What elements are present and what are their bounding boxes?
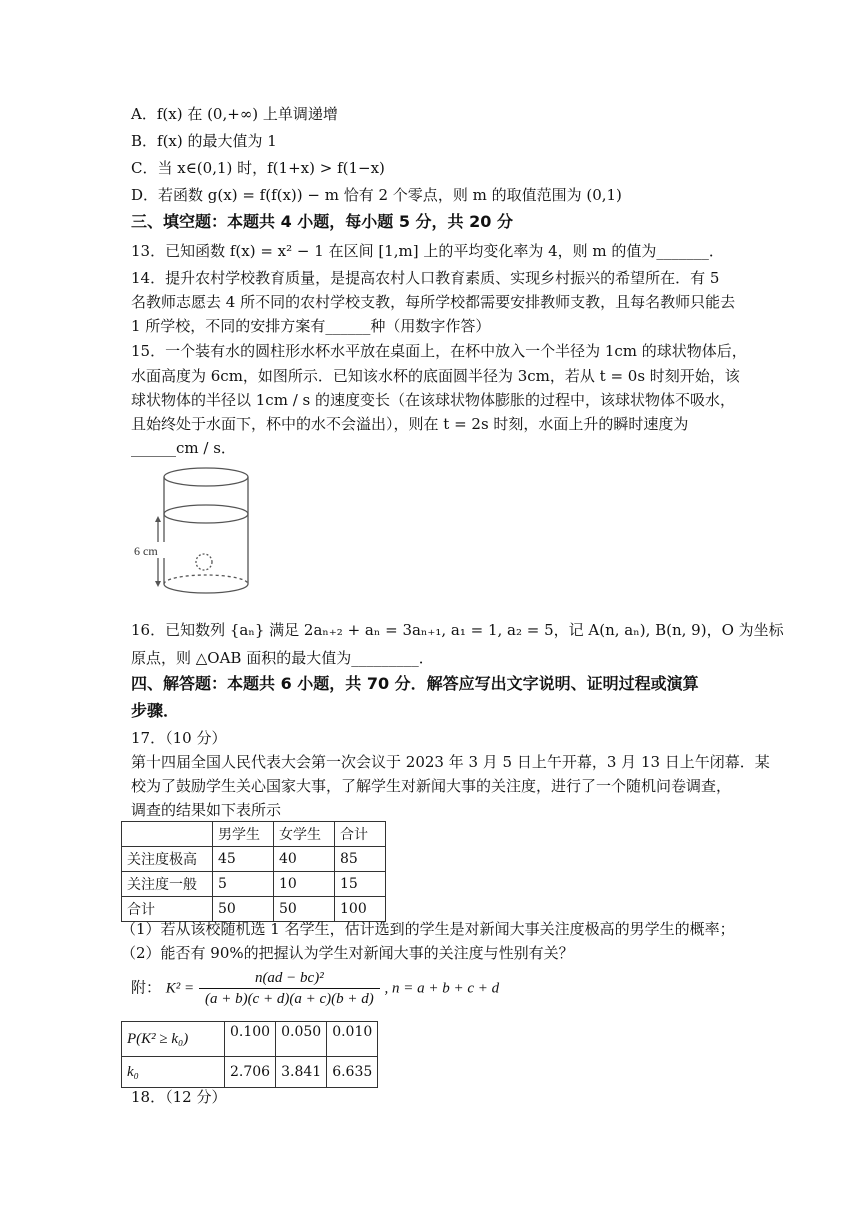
question-14-line-3: 1 所学校，不同的安排方案有______种（用数字作答）	[131, 317, 491, 335]
water-surface	[164, 505, 248, 523]
k-table-label: P(K² ≥ k₀)	[122, 1022, 225, 1057]
dimension-arrow-top	[155, 516, 161, 522]
survey-cell: 5	[213, 872, 274, 897]
section-3-heading: 三、填空题：本题共 4 小题，每小题 5 分，共 20 分	[131, 212, 513, 231]
survey-cell: 45	[213, 847, 274, 872]
formula-denominator: (a + b)(c + d)(a + c)(b + d)	[204, 991, 374, 1007]
table-row	[122, 1057, 378, 1088]
survey-cell: 50	[213, 897, 274, 922]
question-17-line-1: 第十四届全国人民代表大会第一次会议于 2023 年 3 月 5 日上午开幕，3 月 13 日上午闭幕．某	[131, 753, 770, 771]
k-table-cell: 2.706	[225, 1057, 276, 1088]
k-table-cell: 0.050	[276, 1022, 327, 1057]
survey-table	[121, 821, 386, 922]
question-15-line-2: 水面高度为 6cm，如图所示．已知该水杯的底面圆半径为 3cm，若从 t = 0s 时刻开始，该	[131, 367, 740, 385]
survey-cell: 10	[274, 872, 335, 897]
formula-numerator: n(ad − bc)²	[199, 968, 380, 989]
dimension-label: 6 cm	[134, 544, 158, 558]
survey-cell: 50	[274, 897, 335, 922]
table-row	[122, 872, 386, 897]
question-15-line-4: 且始终处于水面下，杯中的水不会溢出），则在 t = 2s 时刻，水面上升的瞬时速度为	[131, 415, 689, 433]
k-table-cell: 0.100	[225, 1022, 276, 1057]
section-4-heading-line-1: 四、解答题：本题共 6 小题，共 70 分．解答应写出文字说明、证明过程或演算	[131, 674, 699, 693]
section-4-heading-line-2: 步骤．	[131, 701, 180, 720]
question-17-line-2: 校为了鼓励学生关心国家大事，了解学生对新闻大事的关注度，进行了一个随机问卷调查，	[131, 777, 732, 795]
question-14-line-1: 14．提升农村学校教育质量，是提高农村人口教育素质、实现乡村振兴的希望所在．有 5	[131, 269, 720, 287]
option-a: A．f(x) 在 (0,+∞) 上单调递增	[131, 105, 338, 123]
formula-fraction	[199, 968, 380, 1009]
cylinder-bottom-back	[164, 575, 248, 584]
dimension-arrow-bottom	[155, 581, 161, 587]
question-16-line-1: 16．已知数列 {aₙ} 满足 2aₙ₊₂ + aₙ = 3aₙ₊₁, a₁ = 1, a₂ = 5，记 A(n, aₙ), B(n, 9)，O 为坐标	[131, 621, 784, 639]
survey-header-cell	[122, 822, 213, 847]
critical-value-table	[121, 1021, 378, 1088]
cylinder-top-rim	[164, 468, 248, 486]
k-table-cell: 3.841	[276, 1057, 327, 1088]
option-c: C．当 x∈(0,1) 时，f(1+x) > f(1−x)	[131, 159, 385, 177]
survey-cell: 关注度一般	[122, 872, 213, 897]
survey-cell: 40	[274, 847, 335, 872]
cylinder-bottom-front	[164, 584, 248, 593]
table-row	[122, 1022, 378, 1057]
survey-header-cell: 女学生	[274, 822, 335, 847]
option-d: D．若函数 g(x) = f(f(x)) − m 恰有 2 个零点，则 m 的取值范围为 (0,1)	[131, 186, 622, 204]
k-squared-formula	[131, 968, 499, 1009]
question-13: 13．已知函数 f(x) = x² − 1 在区间 [1,m] 上的平均变化率为 4，则 m 的值为_______．	[131, 242, 724, 260]
k-table-cell: 6.635	[327, 1057, 378, 1088]
sphere-object	[196, 554, 212, 570]
k-table-cell: 0.010	[327, 1022, 378, 1057]
formula-suffix: , n = a + b + c + d	[384, 980, 500, 997]
option-b: B．f(x) 的最大值为 1	[131, 132, 277, 150]
survey-table-header-row	[122, 822, 386, 847]
k-table-label: k₀	[122, 1057, 225, 1088]
question-14-line-2: 名教师志愿去 4 所不同的农村学校支教，每所学校都需要安排教师支教，且每名教师只能去	[131, 293, 736, 311]
question-15-line-3: 球状物体的半径以 1cm / s 的速度变长（在该球状物体膨胀的过程中，该球状物体不吸水，	[131, 391, 735, 409]
survey-cell: 85	[335, 847, 386, 872]
formula-prefix: 附：	[131, 978, 162, 997]
question-15-line-5: ______cm / s．	[131, 439, 236, 457]
question-17-header: 17．（10 分）	[131, 729, 227, 747]
question-17-part-1: （1）若从该校随机选 1 名学生，估计选到的学生是对新闻大事关注度极高的男学生的概率；	[121, 920, 735, 938]
table-row	[122, 847, 386, 872]
question-17-line-3: 调查的结果如下表所示	[131, 801, 282, 819]
survey-cell: 100	[335, 897, 386, 922]
cylinder-figure	[128, 464, 253, 604]
survey-header-cell: 合计	[335, 822, 386, 847]
survey-header-cell: 男学生	[213, 822, 274, 847]
question-16-line-2: 原点，则 △OAB 面积的最大值为_________．	[131, 649, 434, 667]
question-15-line-1: 15．一个装有水的圆柱形水杯水平放在桌面上，在杯中放入一个半径为 1cm 的球状物体后，	[131, 342, 747, 360]
survey-cell: 15	[335, 872, 386, 897]
question-17-part-2: （2）能否有 90%的把握认为学生对新闻大事的关注度与性别有关？	[121, 944, 574, 962]
survey-cell: 关注度极高	[122, 847, 213, 872]
question-18-header: 18．（12 分）	[131, 1088, 227, 1106]
formula-lhs: K² =	[165, 980, 195, 997]
survey-cell: 合计	[122, 897, 213, 922]
